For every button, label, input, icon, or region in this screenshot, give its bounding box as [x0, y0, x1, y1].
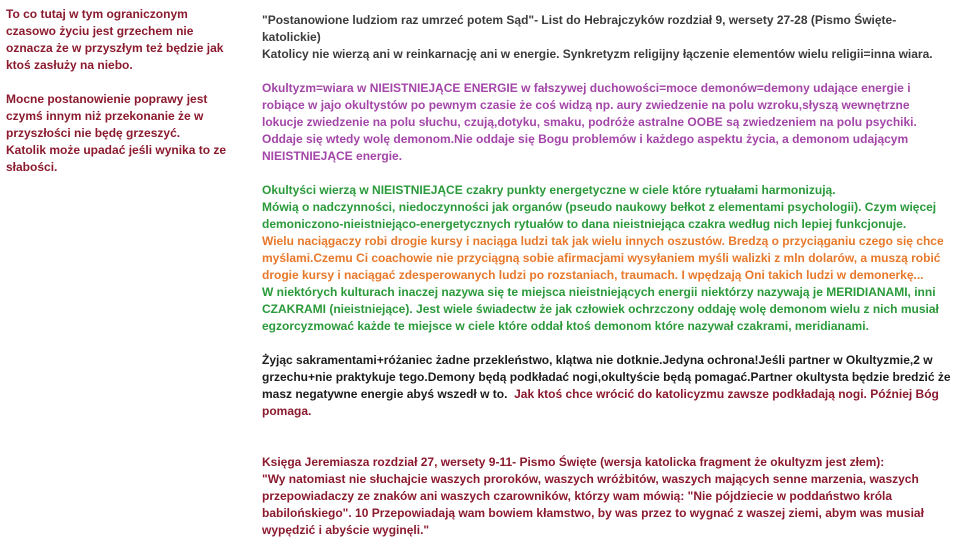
left-note-2: Mocne postanowienie poprawy jest czymś innym niż przekonanie że w przyszłości nie będę grzeszyć. — [6, 92, 208, 140]
jeremiah-quote: "Wy natomiast nie słuchajcie waszych proroków, waszych wróżbitów, waszych mających senne marzenia, waszych przepowiadaczy ze znaków ani waszych czarowników, którzy wam mówią: "Nie pójdziecie w poddaństwo króla babilońskiego". 10 Przepowiadają wam bowiem kłamstwo, by was przez to wygnać z waszej ziemi, abym was musiał wypędzić i abyście wyginęli." — [262, 472, 924, 537]
sacrament-block — [262, 352, 954, 420]
spacer — [262, 437, 954, 454]
page-subtitle: Katolicy nie wierzą ani w reinkarnację ani w energie. Synkretyzm religijny łączenie elementów wielu religii=inna wiara. — [262, 47, 933, 61]
occultism-paragraph: Okultyzm=wiara w NIEISTNIEJĄCE ENERGIE w fałszywej duchowości=moce demonów=demony udające energie i robiące w jajo okultystów po pewnym czasie że coś widzą np. aury zwiedzenie na polu wzroku,słyszą wewnętrzne lokucje zwiedzenie na polu słuchu, czują,dotyku, smaku, podróże astralne OOBE są zwiedzeniem na polu psychiki. Oddaje się wtedy wolę demonom.Nie oddaje się Bogu problemów i każdego aspektu życia, a demonom udającym NIEISTNIEJĄCE energie. — [262, 81, 917, 163]
left-note-1: To co tutaj w tym ograniczonym czasowo życiu jest grzechem nie oznacza że w przyszłym też będzie jak ktoś zasłuży na niebo. — [6, 7, 224, 72]
jeremiah-block — [262, 454, 954, 539]
sacrament-paragraph — [262, 352, 954, 420]
left-column — [6, 6, 236, 193]
sacrament-text: Żyjąc sakramentami+różaniec żadne przekleństwo, klątwa nie dotknie.Jedyna ochrona!Jeśli partner w Okultyzmie,2 w grzechu+nie praktykuje tego.Demony będą podkładać nogi,okultyście będą pomagać.Partner okultysta będzie bredzić że masz negatywne energie abyś wszedł w to. — [262, 353, 951, 401]
return-note: Jak ktoś chce wrócić do katolicyzmu zawsze podkładają nogi. Później Bóg pomaga. — [262, 387, 939, 418]
occultism-block — [262, 80, 954, 165]
chakra-intro: Okultyści wierzą w NIEISTNIEJĄCE czakry punkty energetyczne w ciele które rytuałami harmonizują. — [262, 183, 836, 197]
header-block — [262, 12, 954, 63]
meridian-paragraph: W niektórych kulturach inaczej nazywa się te miejsca nieistniejących energii niektórzy nazywają je MERIDIANAMI, inni CZAKRAMI (nieistniejące). Jest wiele świadectw że jak człowiek ochrzczony oddaję wolę demonom wielu z nich musiał egzorcyzmować każde te miejsce w ciele które oddał ktoś demonom które nazywał czakrami, meridianami. — [262, 285, 939, 333]
coach-critique: Wielu naciągaczy robi drogie kursy i naciąga ludzi tak jak wielu innych oszustów. Bredzą o przyciąganiu czego się chce myślami.Czemu Ci coachowie nie przyciągną sobie afirmacjami wysyłaniem myśli walizki z mln dolarów, a muszą robić drogie kursy i naciągać zdesperowanych ludzi po rozstaniach, traumach. I wpędzają Oni takich ludzi w demonerkę... — [262, 234, 944, 282]
chakra-description: Mówią o nadczynności, niedoczynności jak organów (pseudo naukowy bełkot z elementami psychologii). Czym więcej demoniczono-nieistniejąco-energetycznych rytuałów to dana nieistniejąca czakra według nich lepiej funkcjonuje. — [262, 200, 937, 231]
chakra-block — [262, 182, 954, 335]
main-column — [262, 12, 954, 539]
page-title: "Postanowione ludziom raz umrzeć potem Sąd"- List do Hebrajczyków rozdział 9, wersety 27-28 (Pismo Święte-katolickie) — [262, 13, 897, 44]
jeremiah-heading: Księga Jeremiasza rozdział 27, wersety 9-11- Pismo Święte (wersja katolicka fragment że okultyzm jest złem): — [262, 455, 885, 469]
left-note-3: Katolik może upadać jeśli wynika to ze słabości. — [6, 143, 227, 174]
